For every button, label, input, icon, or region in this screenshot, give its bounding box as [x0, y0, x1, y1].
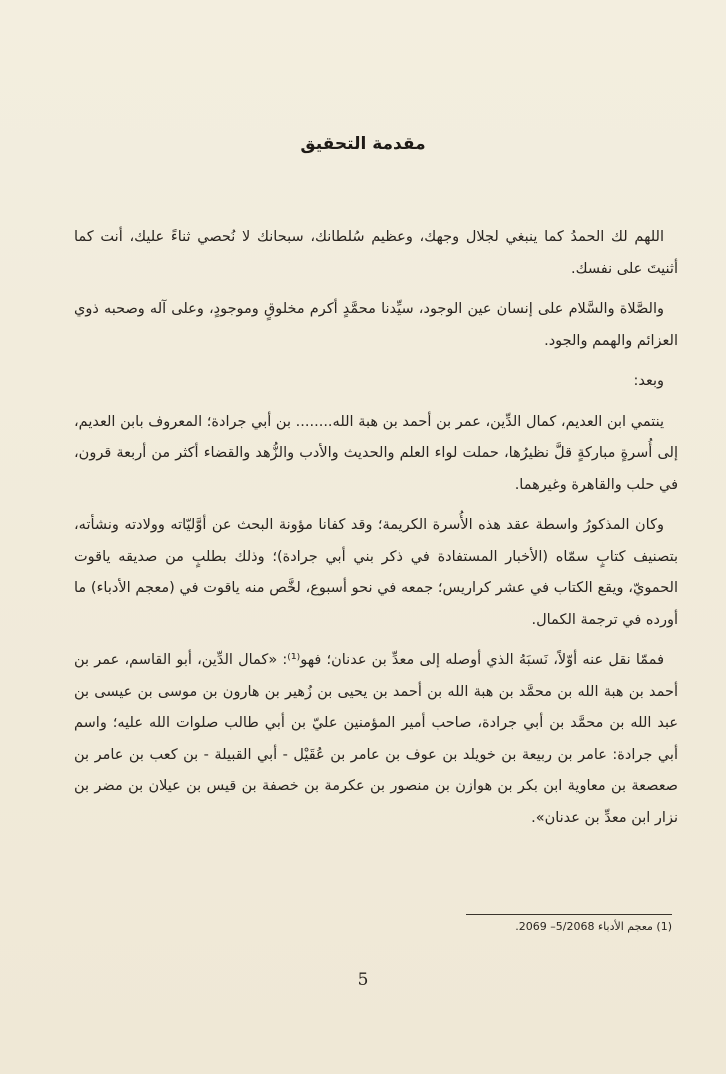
paragraph-salutation: والصَّلاة والسَّلام على إنسان عين الوجود، سيِّدنا محمَّدٍ أكرم مخلوقٍ وموجودٍ، وعلى آله وصحبه ذوي العزائم والهمم والجود. — [74, 301, 678, 349]
page-title: مقدمة التحقيق — [300, 134, 426, 154]
page-number: 5 — [357, 970, 369, 990]
paragraph-genealogy: فممّا نقل عنه أوّلاً، نَسبَهُ الذي أوصله إلى معدِّ بن عدنان؛ فهو⁽¹⁾: «كمال الدِّين، أبو القاسم، عمر بن أحمد بن هبة الله بن محمَّد بن هبة الله بن أحمد بن يحيى بن زُهير بن هارون بن موسى بن عيسى بن عبد الله بن محمَّد بن أبي جرادة، صاحب أمير المؤمنين عليّ بن أبي طالب صلوات الله عليه؛ واسم أبي جرادة: عامر بن ربيعة بن خويلد بن عوف بن عامر بن عُقَيْل - أبي القبيلة - بن كعب بن عامر بن صعصعة بن معاوية ابن بكر بن هوازن بن منصور بن عكرمة بن خصفة بن قيس بن عيلان بن مضر بن نزار ابن معدِّ بن عدنان». — [74, 652, 678, 826]
footnote-divider — [466, 914, 672, 915]
paragraph-author-book: وكان المذكورُ واسطة عقد هذه الأُسرة الكريمة؛ وقد كفانا مؤونة البحث عن أوَّليّاته وولادته ونشأته، بتصنيف كتابٍ سمّاه (الأخبار المستفادة في ذكر بني أبي جرادة)؛ وذلك بطلبٍ من صديقه ياقوت الحمويّ، ويقع الكتاب في عشر كراريس؛ جمعه في نحو أسبوع، لخَّص منه ياقوت في (معجم الأدباء) ما أورده في ترجمة الكمال. — [74, 517, 678, 628]
footnote: (1) معجم الأدباء 5/2068– 2069. — [515, 920, 672, 933]
paragraph-lineage-intro: ينتمي ابن العديم، كمال الدِّين، عمر بن أحمد بن هبة الله........ بن أبي جرادة؛ المعروف بابن العديم، إلى أُسرةٍ مباركةٍ قلَّ نظيرُها، حملت لواء العلم والحديث والأدب والزُّهد والقضاء أكثر من أربعة قرون، في حلب والقاهرة وغيرهما. — [74, 413, 678, 493]
body-text — [74, 222, 678, 843]
paragraph-transition: وبعد: — [633, 373, 664, 389]
paragraph-praise: اللهم لك الحمدُ كما ينبغي لجلال وجهك، وعظيم سُلطانك، سبحانك لا نُحصي ثناءً عليك، أنت كما أثنيتَ على نفسك. — [74, 229, 678, 277]
